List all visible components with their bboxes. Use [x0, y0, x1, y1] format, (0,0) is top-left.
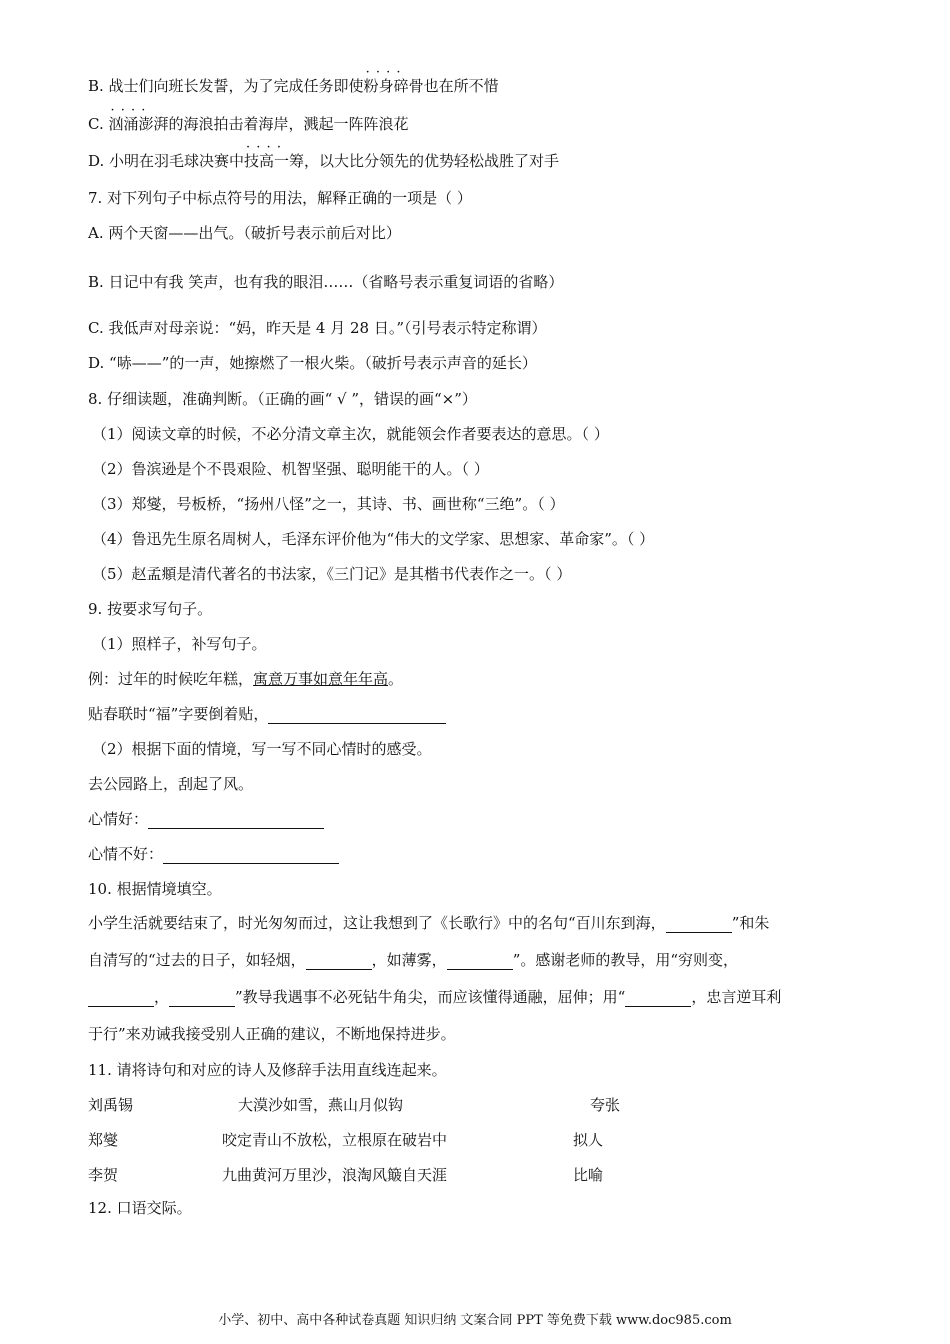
q12-stem: 12. 口语交际。 [88, 1199, 192, 1217]
q7-option-b: B. 日记中有我 笑声，也有我的眼泪……（省略号表示重复词语的省略） [88, 273, 564, 291]
q6-option-c [88, 114, 409, 134]
q11-poet-1: 刘禹锡 [88, 1096, 134, 1114]
q10-line-1 [88, 913, 769, 933]
q8-item-1: （1）阅读文章的时候，不必分清文章主次，就能领会作者要表达的意思。（ ） [92, 425, 609, 443]
q10-blank-1[interactable] [666, 916, 732, 933]
q8-item-3: （3）郑燮，号板桥，“扬州八怪”之一，其诗、书、画世称“三绝”。（ ） [92, 495, 565, 513]
q9-scene: 去公园路上，刮起了风。 [88, 775, 254, 793]
q6-option-c-label: C. [88, 115, 109, 133]
q9-sub2: （2）根据下面的情境，写一写不同心情时的感受。 [92, 740, 432, 758]
q6-option-d-text: D. 小明在羽毛球决赛中 [88, 152, 245, 170]
q11-device-3: 比喻 [573, 1166, 604, 1184]
q10-text-4: ，如薄雾， [371, 951, 447, 969]
q10-line-2 [88, 950, 738, 970]
q7-option-d: D. “哧——”的一声，她擦燃了一根火柴。（破折号表示声音的延长） [88, 354, 537, 372]
q9-good-blank[interactable] [148, 812, 324, 829]
q10-text-6: ， [154, 988, 170, 1006]
q10-stem: 10. 根据情境填空。 [88, 880, 222, 898]
q6-option-d-text-end: ，以大比分领先的优势轻松战胜了对手 [304, 152, 560, 170]
q7-option-a: A. 两个天窗——出气。（破折号表示前后对比） [88, 224, 401, 242]
q9-bad-mood [88, 844, 339, 864]
q11-poet-3: 李贺 [88, 1166, 119, 1184]
q10-blank-6[interactable] [625, 990, 691, 1007]
q6-option-d [88, 151, 559, 171]
q9-example-end: 。 [388, 670, 404, 688]
q11-line-2: 咬定青山不放松，立根原在破岩中 [222, 1131, 448, 1149]
q9-fill1 [88, 704, 446, 724]
q10-text-1: 小学生活就要结束了，时光匆匆而过，这让我想到了《长歌行》中的名句“百川东到海， [88, 914, 666, 932]
q7-stem: 7. 对下列句子中标点符号的用法，解释正确的一项是（ ） [88, 189, 472, 207]
q10-blank-2[interactable] [306, 953, 372, 970]
q10-text-5: ”。感谢老师的教导，用“穷则变， [512, 951, 739, 969]
q6-option-b-text: B. 战士们向班长发誓，为了完成任务即使 [88, 77, 364, 95]
q10-text-2: ”和朱 [731, 914, 770, 932]
q8-item-2: （2）鲁滨逊是个不畏艰险、机智坚强、聪明能干的人。（ ） [92, 460, 489, 478]
q9-bad-label: 心情不好： [88, 845, 164, 863]
q11-stem: 11. 请将诗句和对应的诗人及修辞手法用直线连起来。 [88, 1061, 447, 1079]
q9-example-underlined: 寓意万事如意年年高 [253, 670, 389, 688]
q6-option-b-emphasis: · · · · 粉身碎骨 [364, 76, 424, 96]
q8-stem: 8. 仔细读题，准确判断。（正确的画“ √ ”，错误的画“×”） [88, 390, 477, 408]
q6-option-d-emphasis: · · · · 技高一筹 [244, 151, 304, 171]
q11-poet-2: 郑燮 [88, 1131, 119, 1149]
q9-sub1: （1）照样子，补写句子。 [92, 635, 267, 653]
q8-item-4: （4）鲁迅先生原名周树人，毛泽东评价他为“伟大的文学家、思想家、革命家”。（ ） [92, 530, 655, 548]
q11-device-1: 夸张 [590, 1096, 621, 1114]
q9-good-label: 心情好： [88, 810, 149, 828]
q6-option-c-emphasis: · · · · 汹涌澎湃 [108, 114, 168, 134]
q10-line-4: 于行”来劝诫我接受别人正确的建议，不断地保持进步。 [88, 1025, 456, 1043]
q10-text-8: ，忠言逆耳利 [691, 988, 782, 1006]
q9-good-mood [88, 809, 324, 829]
page-footer: 小学、初中、高中各种试卷真题 知识归纳 文案合同 PPT 等免费下载 www.doc985.com [218, 1313, 732, 1328]
q10-line-3 [88, 987, 781, 1007]
q9-fill1-text: 贴春联时“福”字要倒着贴， [88, 705, 269, 723]
q10-text-3: 自清写的“过去的日子，如轻烟， [88, 951, 306, 969]
q8-item-5: （5）赵孟頫是清代著名的书法家，《三门记》是其楷书代表作之一。（ ） [92, 565, 572, 583]
q6-option-b [88, 76, 499, 96]
q11-line-3: 九曲黄河万里沙，浪淘风簸自天涯 [222, 1166, 448, 1184]
q9-stem: 9. 按要求写句子。 [88, 600, 213, 618]
q7-option-c: C. 我低声对母亲说：“妈，昨天是 4 月 28 日。”（引号表示特定称谓） [88, 319, 547, 337]
q9-example [88, 669, 403, 689]
q10-text-7: ”教导我遇事不必死钻牛角尖，而应该懂得通融，屈伸；用“ [235, 988, 626, 1006]
q9-example-prefix: 例：过年的时候吃年糕， [88, 670, 254, 688]
q10-blank-5[interactable] [169, 990, 235, 1007]
q10-blank-4[interactable] [88, 990, 154, 1007]
q11-device-2: 拟人 [573, 1131, 604, 1149]
q9-fill1-blank[interactable] [268, 707, 446, 724]
q6-option-c-text: 的海浪拍击着海岸，溅起一阵阵浪花 [168, 115, 409, 133]
q6-option-b-text-end: 也在所不惜 [423, 77, 499, 95]
q10-blank-3[interactable] [447, 953, 513, 970]
q9-bad-blank[interactable] [163, 847, 339, 864]
q11-line-1: 大漠沙如雪，燕山月似钩 [238, 1096, 404, 1114]
